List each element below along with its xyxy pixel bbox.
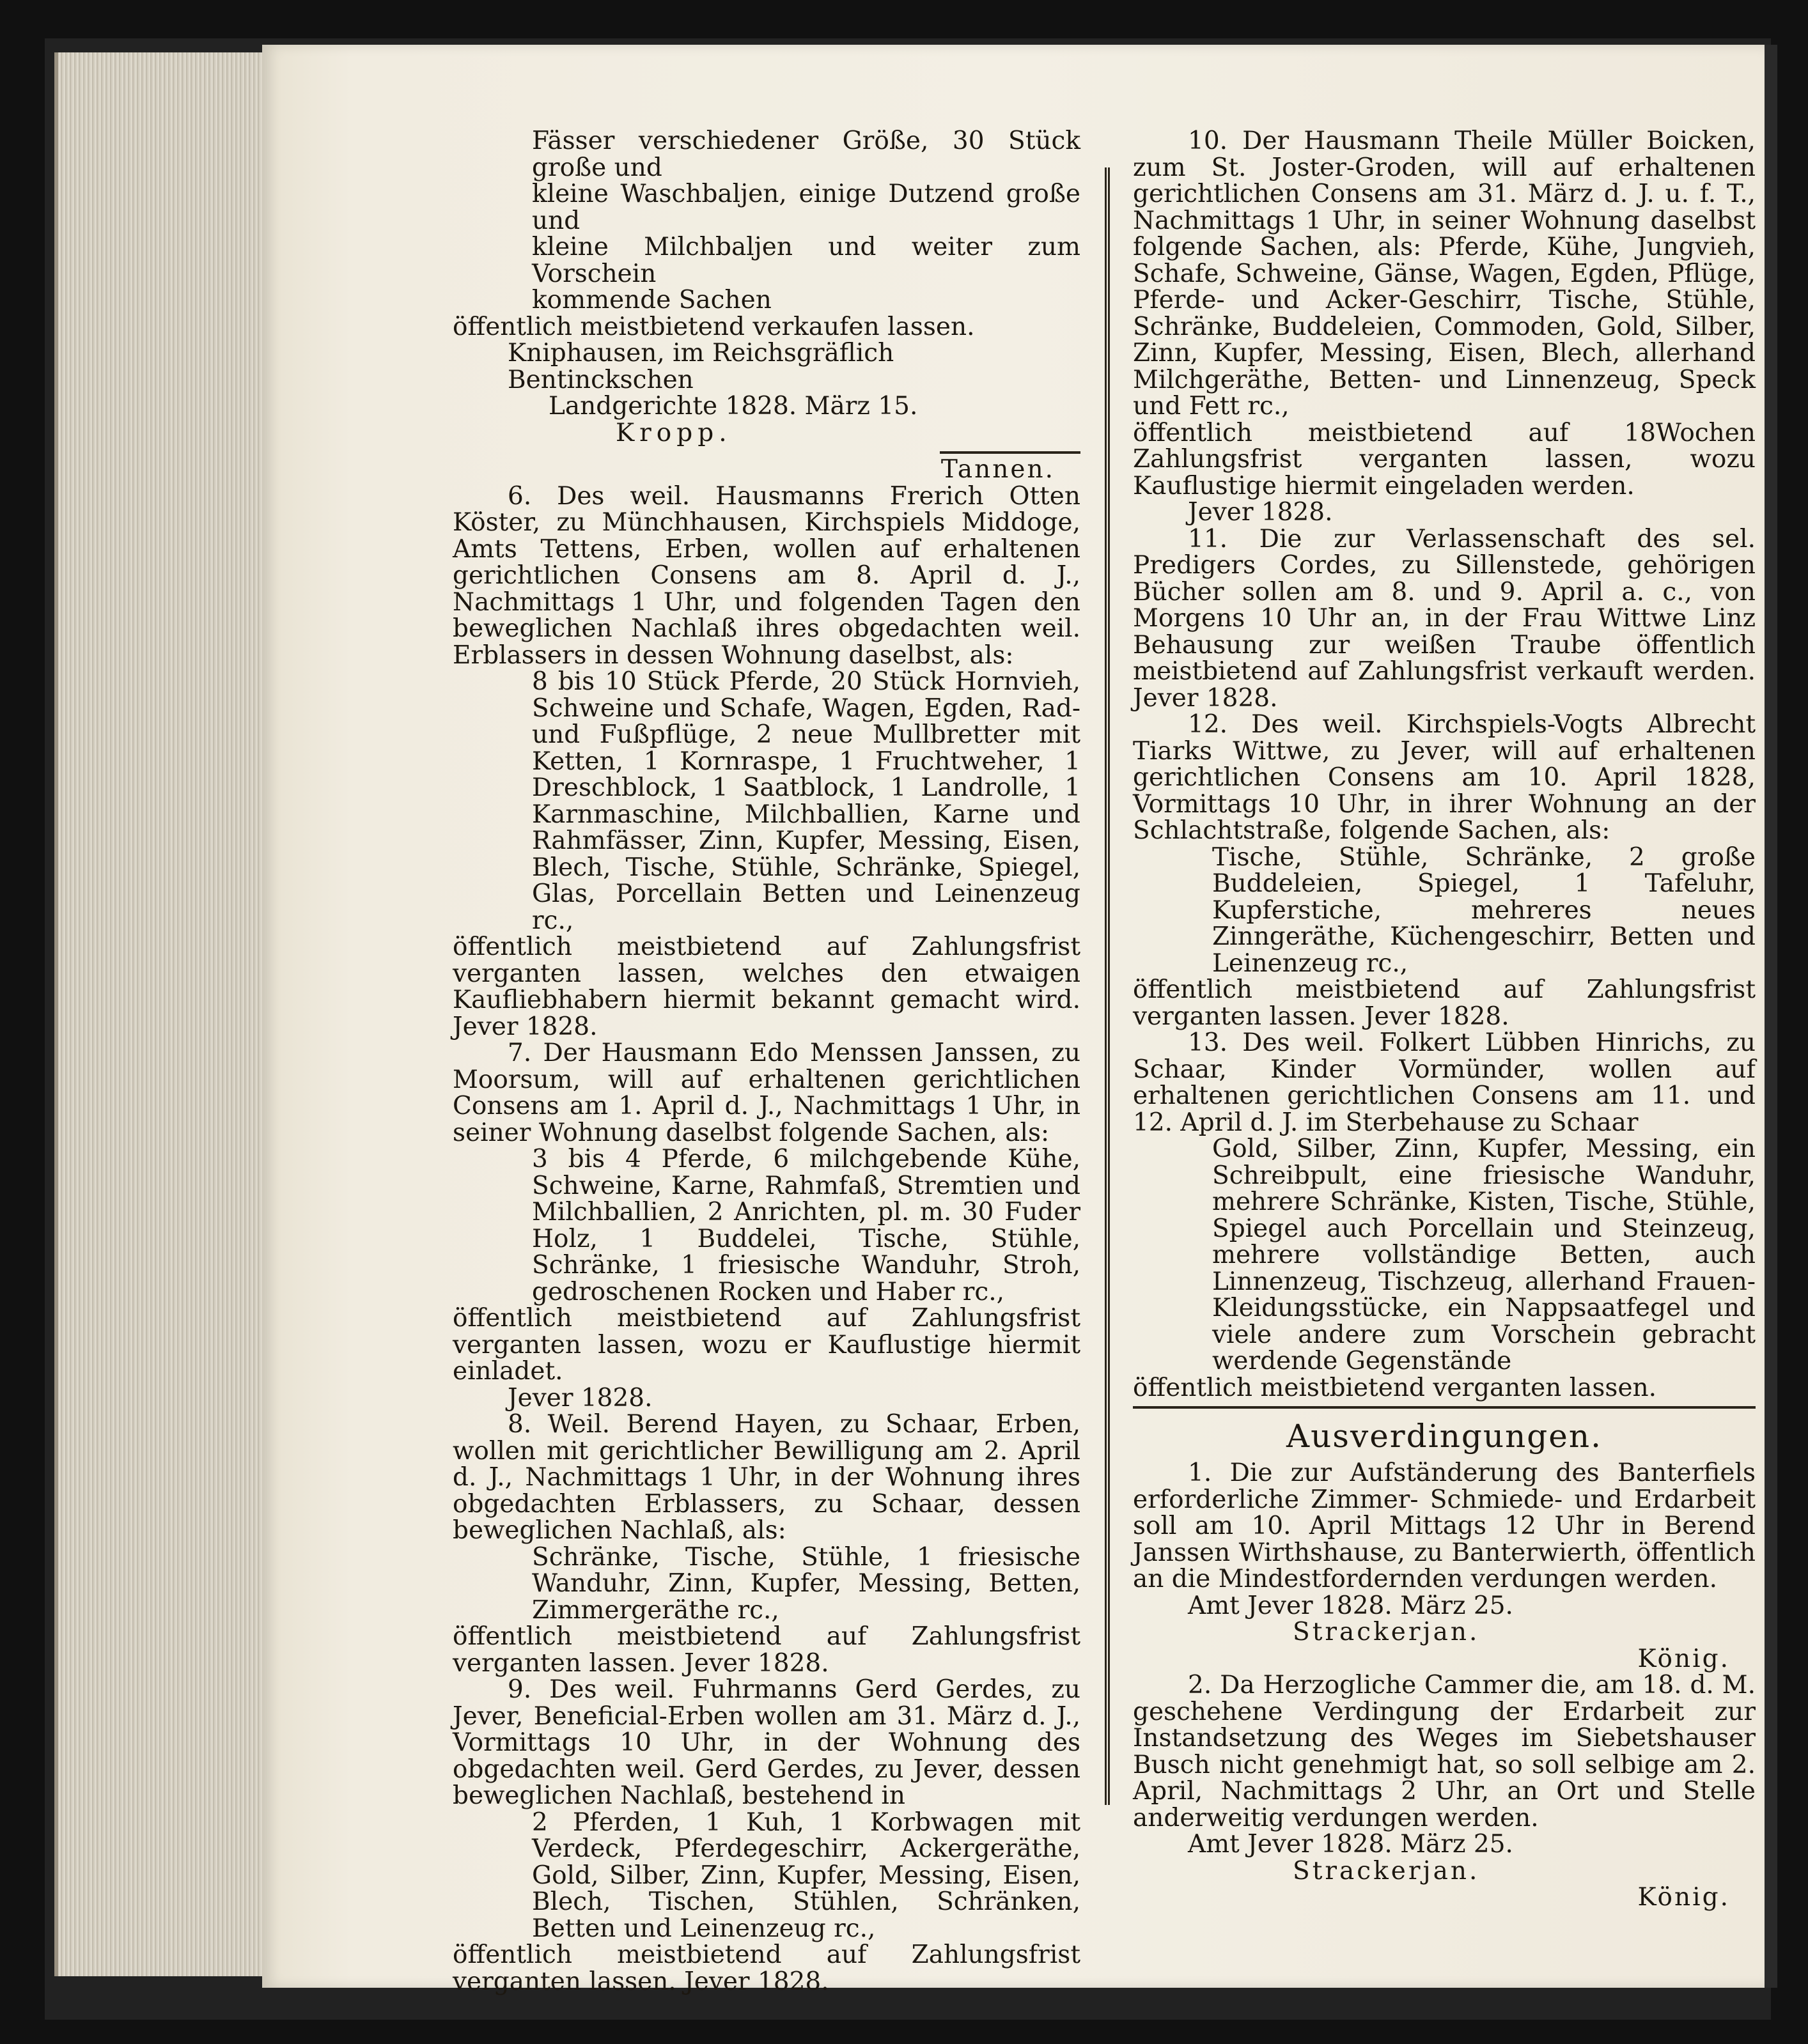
entry-8-close: öffentlich meistbietend auf Zahlungsfrist verganten lassen. Jever 1828. <box>453 1622 1080 1678</box>
entry-9-text: 9. Des weil. Fuhrmanns Gerd Gerdes, zu Jever, Beneficial-Erben wollen am 31. März d. J., Vormittags 10 Uhr, in der Wohnung des obgedachten weil. Gerd Gerdes, zu Jever, dessen beweglichen Nachlaß, bestehend in <box>453 1675 1080 1810</box>
entry-10-text: 10. Der Hausmann Theile Müller Boicken, zum St. Joster-Groden, will auf erhaltenen gerichtlichen Consens am 31. März d. J. u. f. T., Nachmittags 1 Uhr, in seiner Wohnung daselbst folgende Sachen, als: Pferde, Kühe, Jungvieh, Schafe, Schweine, Gänse, Wagen, Egden, Pflüge, Pferde- und Acker-Geschirr, Tische, Stühle, Schränke, Buddeleien, Commoden, Gold, Silber, Zinn, Kupfer, Messing, Eisen, Blech, allerhand Milchgeräthe, Betten- und Linnenzeug, Speck und Fett rc., <box>1133 127 1756 421</box>
intro-close: öffentlich meistbietend verkaufen lassen. <box>453 312 975 341</box>
intro-line: kleine Milchbaljen und weiter zum Vorschein <box>532 233 1080 288</box>
aus-2-sign-name2: König. <box>1637 1883 1730 1912</box>
entry-7-close: öffentlich meistbietend auf Zahlungsfrist verganten lassen, wozu er Kauflustige hiermit einladet. <box>453 1304 1080 1386</box>
entry-10-sign: Jever 1828. <box>1188 498 1333 527</box>
entry-12-text: 12. Des weil. Kirchspiels-Vogts Albrecht Tiarks Wittwe, zu Jever, will auf erhaltenen gerichtlichen Consens am 10. April 1828, Vormittags 10 Uhr, in ihrer Wohnung an der Schlachtstraße, folgende Sachen, als: <box>1133 710 1756 845</box>
aus-1-text: 1. Die zur Aufständerung des Banterfiels erforderliche Zimmer- Schmiede- und Erdarbeit soll am 10. April Mittags 12 Uhr in Berend Janssen Wirthshause, zu Banterwierth, öffentlich an die Mindestfordernden verdungen werden. <box>1133 1459 1756 1593</box>
entry-8-text: 8. Weil. Berend Hayen, zu Schaar, Erben, wollen mit gerichtlicher Bewilligung am 2. April d. J., Nachmittags 1 Uhr, in der Wohnung ihres obgedachten Erblassers, zu Schaar, dessen beweglichen Nachlaß, als: <box>453 1410 1080 1545</box>
column-divider <box>1105 167 1110 1805</box>
signature-place: Kniphausen, im Reichsgräflich Bentinckschen <box>508 339 894 394</box>
aus-1-sign-place: Amt Jever 1828. März 25. <box>1188 1591 1513 1620</box>
page-edges <box>54 52 269 1976</box>
entry-13-text: 13. Des weil. Folkert Lübben Hinrichs, zu Schaar, Kinder Vormünder, wollen auf erhaltenen gerichtlichen Consens am 11. und 12. April d. J. im Sterbehause zu Schaar <box>1133 1028 1756 1137</box>
entry-13-close: öffentlich meistbietend verganten lassen. <box>1133 1373 1657 1402</box>
entry-7-items: 3 bis 4 Pferde, 6 milchgebende Kühe, Schweine, Karne, Rahmfaß, Stremtien und Milchballien, 2 Anrichten, pl. m. 30 Fuder Holz, 1 Buddelei, Tische, Stühle, Schränke, 1 friesische Wanduhr, Stroh, gedroschenen Rocken und Haber rc., <box>532 1145 1080 1306</box>
section-rule <box>1133 1406 1756 1409</box>
intro-line: kleine Waschbaljen, einige Dutzend große und <box>532 180 1080 235</box>
entry-10-close: öffentlich meistbietend auf 18Wochen Zahlungsfrist verganten lassen, wozu Kauflustige hiermit eingeladen werden. <box>1133 418 1756 500</box>
aus-2-sign-name1: Strackerjan. <box>1293 1856 1480 1885</box>
entry-11-text: 11. Die zur Verlassenschaft des sel. Predigers Cordes, zu Sillenstede, gehörigen Bücher sollen am 8. und 9. April a. c., von Morgens 10 Uhr an, in der Frau Wittwe Linz Behausung zur weißen Traube öffentlich meistbietend auf Zahlungsfrist verkauft werden. Jever 1828. <box>1133 524 1756 713</box>
entry-6-close: öffentlich meistbietend auf Zahlungsfrist verganten lassen, welches den etwaigen Kaufliebhabern hiermit bekannt gemacht wird. Jever 1828. <box>453 933 1080 1041</box>
entry-12-items: Tische, Stühle, Schränke, 2 große Buddeleien, Spiegel, 1 Tafeluhr, Kupferstiche, mehreres neues Zinngeräthe, Küchengeschirr, Betten und Leinenzeug rc., <box>1212 842 1756 978</box>
aus-2-text: 2. Da Herzogliche Cammer die, am 18. d. M. geschehene Verdingung der Erdarbeit zur Instandsetzung des Weges im Siebetshauser Busch nicht genehmigt hat, so soll selbige am 2. April, Nachmittags 2 Uhr, an Ort und Stelle anderweitig verdungen werden. <box>1133 1671 1756 1832</box>
signature-name: Kropp. <box>616 418 732 447</box>
entry-9-items: 2 Pferden, 1 Kuh, 1 Korbwagen mit Verdeck, Pferdegeschirr, Ackergeräthe, Gold, Silber, Zinn, Kupfer, Messing, Eisen, Blech, Tischen, Stühlen, Schränken, Betten und Leinenzeug rc., <box>532 1808 1080 1943</box>
entry-12-close: öffentlich meistbietend auf Zahlungsfrist verganten lassen. Jever 1828. <box>1133 975 1756 1031</box>
left-column <box>453 128 1080 1995</box>
entry-7-text: 7. Der Hausmann Edo Menssen Janssen, zu Moorsum, will auf erhaltenen gerichtlichen Consens am 1. April d. J., Nachmittags 1 Uhr, in seiner Wohnung daselbst folgende Sachen, als: <box>453 1039 1080 1147</box>
signature-court: Landgerichte 1828. März 15. <box>549 392 918 421</box>
aus-1-sign-name2: König. <box>1637 1644 1730 1673</box>
intro-line: kommende Sachen <box>532 286 772 314</box>
entry-13-items: Gold, Silber, Zinn, Kupfer, Messing, ein Schreibpult, eine friesische Wanduhr, mehrere Schränke, Kisten, Tische, Stühle, Spiegel auch Porcellain und Steinzeug, mehrere vollständige Betten, auch Linnenzeug, Tischzeug, allerhand Frauen-Kleidungsstücke, ein Nappsaatfegel und viele andere zum Vorschein gebracht werdende Gegenstände <box>1212 1134 1756 1375</box>
entry-6-text: 6. Des weil. Hausmanns Frerich Otten Köster, zu Münchhausen, Kirchspiels Middoge, Amts Tettens, Erben, wollen auf erhaltenen gerichtlichen Consens am 8. April d. J., Nachmittags 1 Uhr, und folgenden Tagen den beweglichen Nachlaß ihres obgedachten weil. Erblassers in dessen Wohnung daselbst, als: <box>453 481 1080 670</box>
aus-2-sign-place: Amt Jever 1828. März 25. <box>1188 1830 1513 1859</box>
signature-name-right: Tannen. <box>940 455 1055 484</box>
section-heading: Ausverdingungen. <box>1286 1418 1602 1455</box>
entry-8-items: Schränke, Tische, Stühle, 1 friesische Wanduhr, Zinn, Kupfer, Messing, Betten, Zimmergeräthe rc., <box>532 1542 1080 1625</box>
intro-item-list <box>453 128 1080 314</box>
entry-7-sign: Jever 1828. <box>508 1383 653 1413</box>
aus-1-sign-name1: Strackerjan. <box>1293 1618 1480 1646</box>
entry-6-items: 8 bis 10 Stück Pferde, 20 Stück Hornvieh, Schweine und Schafe, Wagen, Egden, Rad- und Fußpflüge, 2 neue Mullbretter mit Ketten, 1 Kornraspe, 1 Fruchtweher, 1 Dreschblock, 1 Saatblock, 1 Landrolle, 1 Karnmaschine, Milchballien, Karne und Rahmfässer, Zinn, Kupfer, Messing, Eisen, Blech, Tische, Stühle, Schränke, Spiegel, Glas, Porcellain Betten und Leinenzeug rc., <box>532 667 1080 935</box>
entry-9-close: öffentlich meistbietend auf Zahlungsfrist verganten lassen. Jever 1828. <box>453 1940 1080 1996</box>
signature-rule <box>940 451 1080 454</box>
page-right-edge <box>1765 45 1777 1988</box>
right-column <box>1133 128 1756 1911</box>
intro-line: Fässer verschiedener Größe, 30 Stück große und <box>532 127 1080 182</box>
